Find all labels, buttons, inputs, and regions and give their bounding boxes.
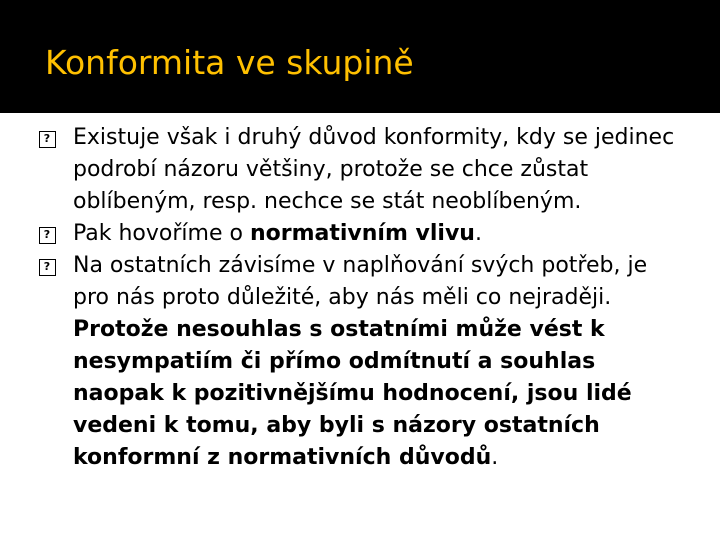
title-bar (0, 0, 720, 113)
bullet-text-2-end: . (474, 221, 482, 246)
missing-glyph-box-icon: ? (39, 131, 56, 148)
bullet-text-3-end: . (491, 445, 499, 470)
bullet-text-3-emphasis: Protože nesouhlas s ostatními může vést k nesympatiím či přímo odmítnutí a souhlas naopak k pozitivnějšímu hodnocení, jsou lidé vedeni k tomu, aby byli s názory ostatních konformní z normativních důvodů (73, 317, 632, 470)
bullet-text-1: Existuje však i druhý důvod konformity, kdy se jedinec podrobí názoru většiny, protože se chce zůstat oblíbeným, resp. nechce se stát neoblíbeným. (73, 125, 675, 214)
bullet-list (37, 122, 687, 474)
bullet-item-3 (37, 250, 687, 474)
bullet-item-2 (37, 218, 687, 250)
slide-title: Konformita ve skupině (45, 43, 414, 82)
bullet-text-2-emphasis: normativním vlivu (249, 221, 475, 246)
missing-glyph-box-icon: ? (39, 227, 56, 244)
bullet-text-2-start: Pak hovoříme o (73, 221, 250, 246)
missing-glyph-box-icon: ? (39, 259, 56, 276)
bullet-item-1 (37, 122, 687, 218)
bullet-text-3-start: Na ostatních závisíme v naplňování svých potřeb, je pro nás proto důležité, aby nás měli co nejraději. (73, 253, 648, 310)
